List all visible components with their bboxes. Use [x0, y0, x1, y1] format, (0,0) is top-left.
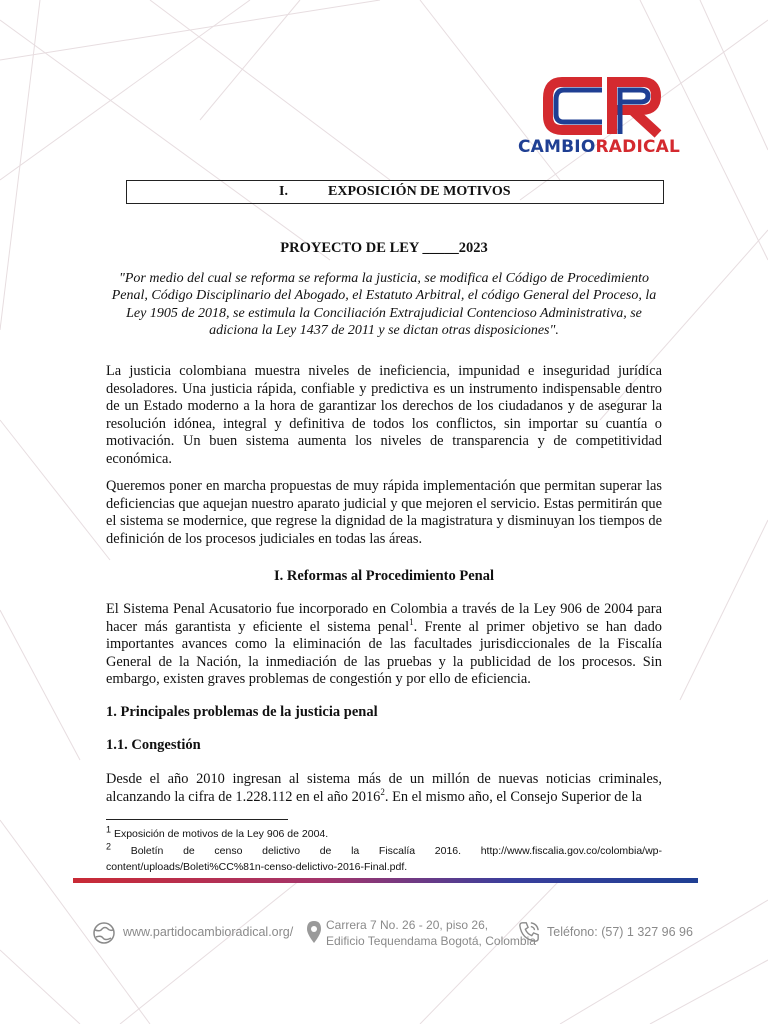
logo-wordmark — [518, 137, 708, 157]
footnote-2 — [106, 843, 662, 875]
footnote-1-text: Exposición de motivos de la Ley 906 de 2004. — [113, 828, 329, 840]
globe-icon — [92, 921, 116, 945]
footer-phone[interactable]: Teléfono: (57) 1 327 96 96 — [547, 925, 693, 939]
footnote-separator — [106, 819, 288, 820]
footer-website[interactable]: www.partidocambioradical.org/ — [123, 925, 294, 939]
location-pin-icon — [306, 920, 322, 944]
footnote-1 — [106, 826, 662, 842]
paragraph-penal-system-part1: El Sistema Penal Acusatorio fue incorporado en Colombia a través de la Ley 906 de 2004 para hacer más garantista y eficiente el sistema penal — [106, 601, 662, 635]
footer-address-line1: Carrera 7 No. 26 - 20, piso 26, — [326, 918, 489, 932]
paragraph-congestion-part1: Desde el año 2010 ingresan al sistema más de un millón de nuevas noticias criminales, alcanzando la cifra de 1.228.112 en el año 2016 — [106, 771, 662, 805]
footer-address — [326, 917, 536, 949]
project-subtitle: "Por medio del cual se reforma se reforma la justicia, se modifica el Código de Procedimiento Penal, Código Disciplinario del Abogado, el Estatuto Arbitral, el código General del Proceso, la Ley 1905 de 2018, se estimula la Conciliación Extrajudicial Contencioso Administrativa, se adiciona la Ley 1437 de 2011 y se dictan otras disposiciones". — [111, 271, 657, 338]
heading-penal-reforms: I. Reformas al Procedimiento Penal — [273, 568, 494, 584]
heading-main-problems: 1. Principales problemas de la justicia penal — [106, 704, 378, 720]
footnote-ref-1[interactable]: 1 — [409, 616, 414, 627]
paragraph-proposals: Queremos poner en marcha propuestas de muy rápida implementación que permitan superar las deficiencias que aquejan nuestro aparato judicial y que mejoren el servicio. Estas permitirán que el sistema se modernice, que regrese la dignidad de la magistratura y disminuyan los tiempos de definición de los procesos judiciales en todas las áreas. — [106, 478, 662, 547]
footer-gradient-bar — [73, 878, 698, 883]
footnote-2-number: 2 — [106, 841, 112, 852]
footnote-2-text[interactable]: Boletín de censo delictivo de la Fiscalía 2016. http://www.fiscalia.gov.co/colombia/wp-content/uploads/Boleti%CC%81n-censo-delictivo-2016-Final.pdf. — [106, 845, 663, 873]
heading-congestion: 1.1. Congestión — [106, 737, 201, 753]
section-header-box — [126, 180, 664, 204]
project-title: PROYECTO DE LEY _____2023 — [280, 240, 488, 256]
paragraph-congestion — [106, 771, 662, 806]
paragraph-intro: La justicia colombiana muestra niveles de ineficiencia, impunidad e inseguridad jurídica desoladores. Una justicia rápida, confiable y predictiva es un instrumento indispensable dentro de un Estado moderno a la hora de garantizar los derechos de los ciudadanos y de asegurar la resolución idónea, integral y definitiva de todos los conflictos, sin importar su cuantía o motivación. Un buen sistema aumenta los niveles de transparencia y de competitividad económica. — [106, 363, 662, 467]
footer-address-line2: Edificio Tequendama Bogotá, Colombia — [326, 934, 536, 948]
footnote-ref-2[interactable]: 2 — [380, 786, 385, 797]
logo-word-cambio: CAMBIO — [518, 137, 596, 157]
logo-word-radical: RADICAL — [595, 137, 681, 157]
paragraph-penal-system-part2: . Frente al primer objetivo se han dado importantes avances como la eliminación de las facultades jurisdiccionales de la Fiscalía General de la Nación, la inmediación de las pruebas y la publicidad de los procesos. Sin embargo, existen graves problemas de congestión y por ello de eficiencia. — [106, 618, 662, 687]
footnote-1-number: 1 — [106, 824, 112, 835]
section-number: I. — [279, 184, 288, 199]
section-title: EXPOSICIÓN DE MOTIVOS — [328, 184, 511, 199]
phone-icon — [518, 921, 540, 943]
paragraph-congestion-part2: . En el mismo año, el Consejo Superior de la — [384, 788, 642, 805]
paragraph-penal-system — [106, 601, 662, 689]
